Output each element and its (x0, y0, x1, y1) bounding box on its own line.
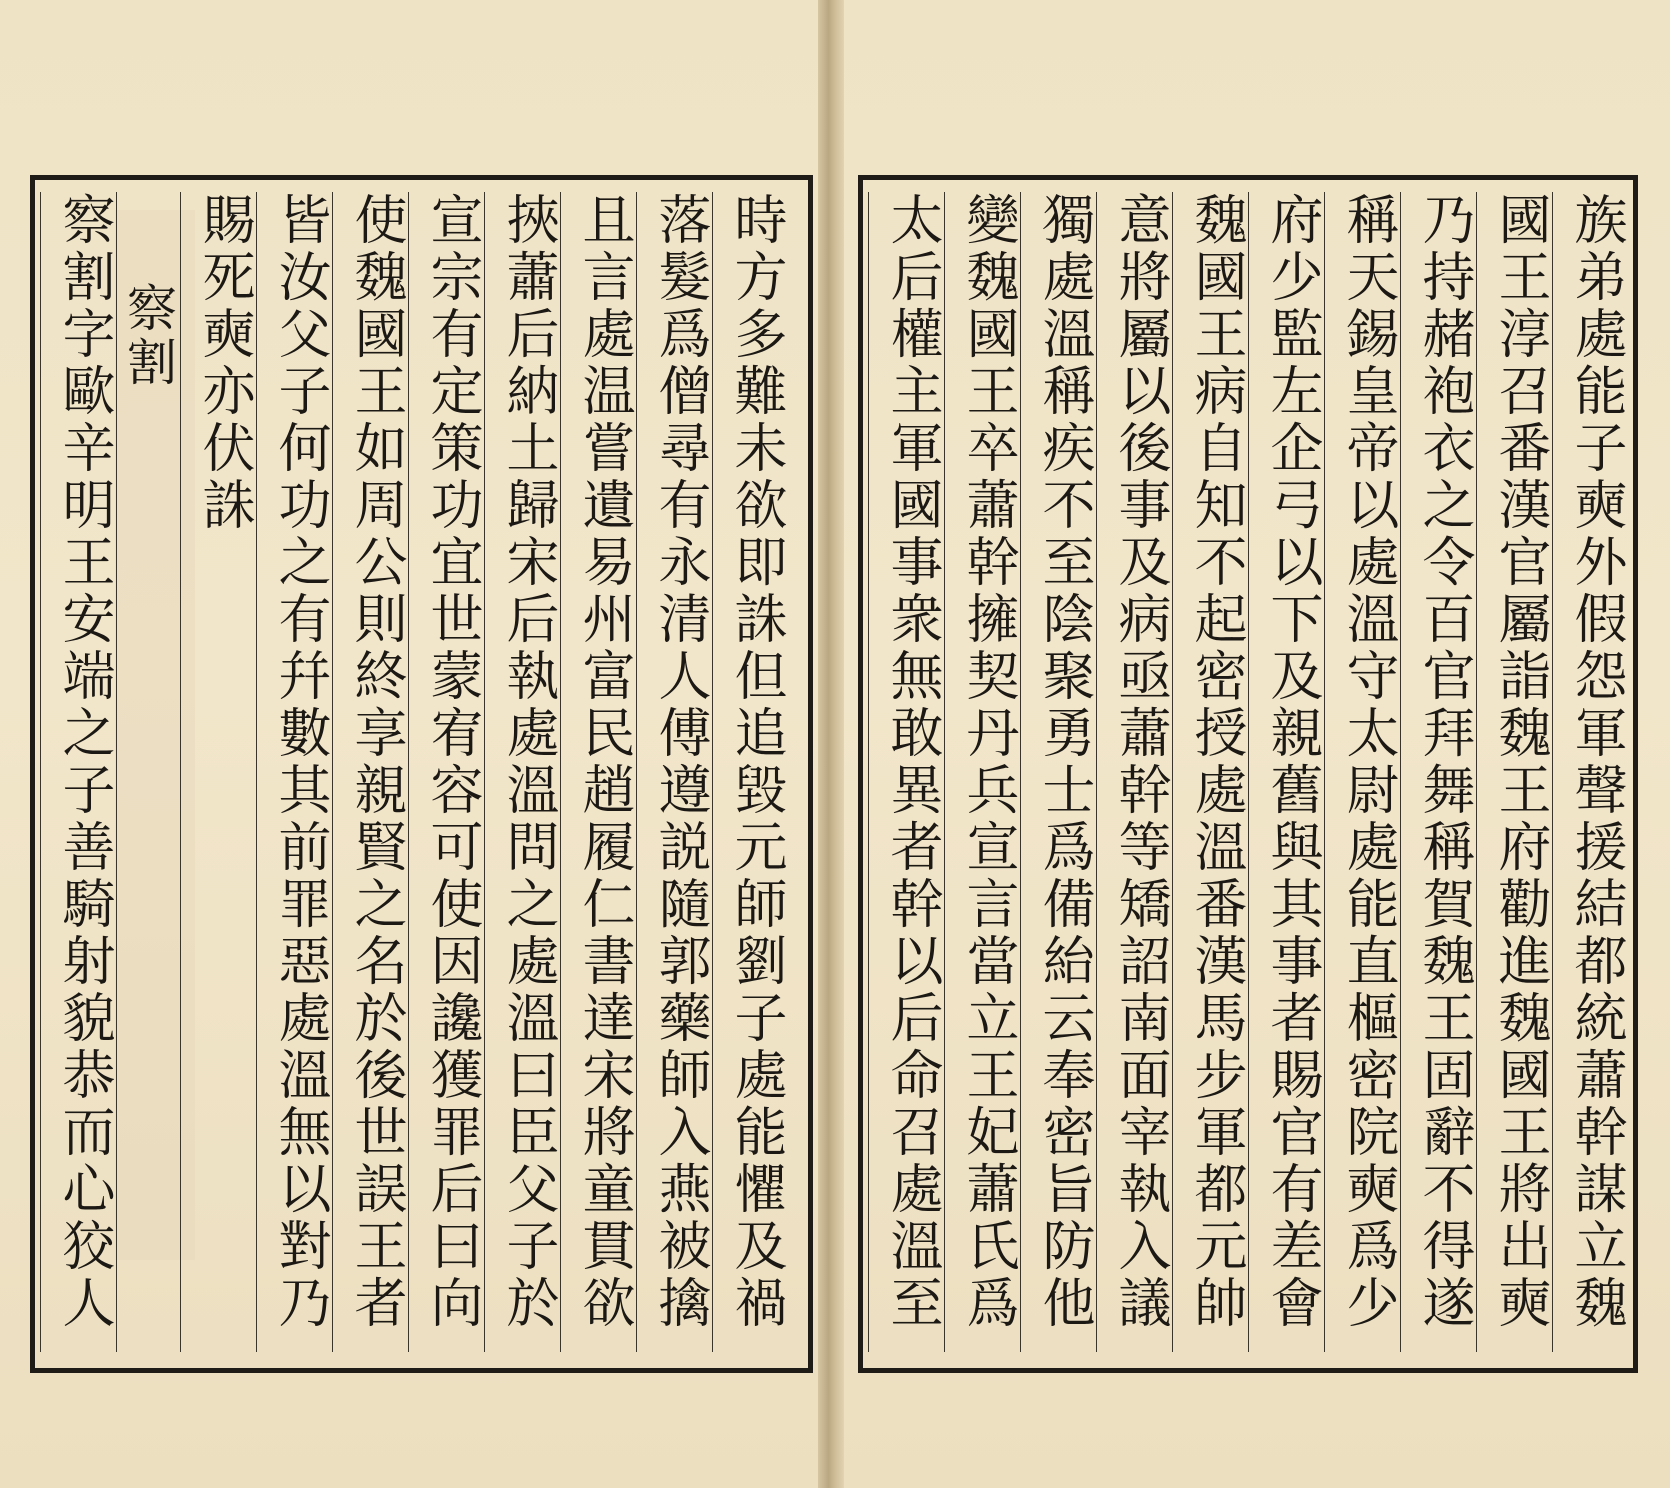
right-column-5 (1248, 192, 1324, 1352)
text-line: 變魏國王卒蕭幹擁契丹兵宣言當立王妃蕭氏爲 (958, 192, 1019, 1332)
left-column-biography (40, 192, 116, 1352)
right-column-2 (1476, 192, 1552, 1352)
text-line: 獨處溫稱疾不至陰聚勇士爲備紿云奉密旨防他 (1034, 192, 1095, 1332)
text-line: 魏國王病自知不起密授處溫番漢馬步軍都元帥 (1186, 192, 1247, 1332)
book-gutter (818, 0, 844, 1488)
heading-text: 察割 (119, 282, 177, 390)
text-line: 落髮爲僧尋有永清人傅遵説隨郭藥師入燕被擒 (650, 192, 711, 1332)
right-column-8 (1020, 192, 1096, 1352)
left-column-8 (180, 192, 256, 1352)
text-line: 意將屬以後事及病亟蕭幹等矯詔南面宰執入議 (1110, 192, 1171, 1332)
section-heading (116, 192, 180, 1352)
text-line: 賜死奭亦伏誅 (194, 192, 255, 534)
text-line: 皆汝父子何功之有幷數其前罪惡處溫無以對乃 (270, 192, 331, 1332)
left-column-5 (408, 192, 484, 1352)
right-column-10 (868, 192, 944, 1352)
text-line: 使魏國王如周公則終享親賢之名於後世誤王者 (346, 192, 407, 1332)
left-column-6 (332, 192, 408, 1352)
right-column-6 (1172, 192, 1248, 1352)
text-line: 時方多難未欲即誅但追毀元師劉子處能懼及禍 (726, 192, 787, 1332)
right-column-1 (1552, 192, 1628, 1352)
left-column-7 (256, 192, 332, 1352)
left-column-2 (636, 192, 712, 1352)
text-line: 察割字歐辛明王安端之子善騎射貌恭而心狡人 (54, 192, 115, 1332)
text-line: 族弟處能子奭外假怨軍聲援結都統蕭幹謀立魏 (1566, 192, 1627, 1332)
text-line: 稱天錫皇帝以處溫守太尉處能直樞密院奭爲少 (1338, 192, 1399, 1332)
text-line: 府少監左企弓以下及親舊與其事者賜官有差會 (1262, 192, 1323, 1332)
right-column-7 (1096, 192, 1172, 1352)
right-column-4 (1324, 192, 1400, 1352)
left-column-3 (560, 192, 636, 1352)
text-line: 國王淳召番漢官屬詣魏王府勸進魏國王將出奭 (1490, 192, 1551, 1332)
text-line: 且言處温嘗遺易州富民趙履仁書達宋將童貫欲 (574, 192, 635, 1332)
text-line: 乃持赭袍衣之令百官拜舞稱賀魏王固辭不得遂 (1414, 192, 1475, 1332)
right-column-9 (944, 192, 1020, 1352)
text-line: 宣宗有定策功宜世蒙宥容可使因讒獲罪后曰向 (422, 192, 483, 1332)
left-column-4 (484, 192, 560, 1352)
text-line: 挾蕭后納土歸宋后執處溫問之處溫曰臣父子於 (498, 192, 559, 1332)
right-column-3 (1400, 192, 1476, 1352)
left-column-1 (712, 192, 788, 1352)
text-line: 太后權主軍國事衆無敢異者幹以后命召處溫至 (882, 192, 943, 1332)
